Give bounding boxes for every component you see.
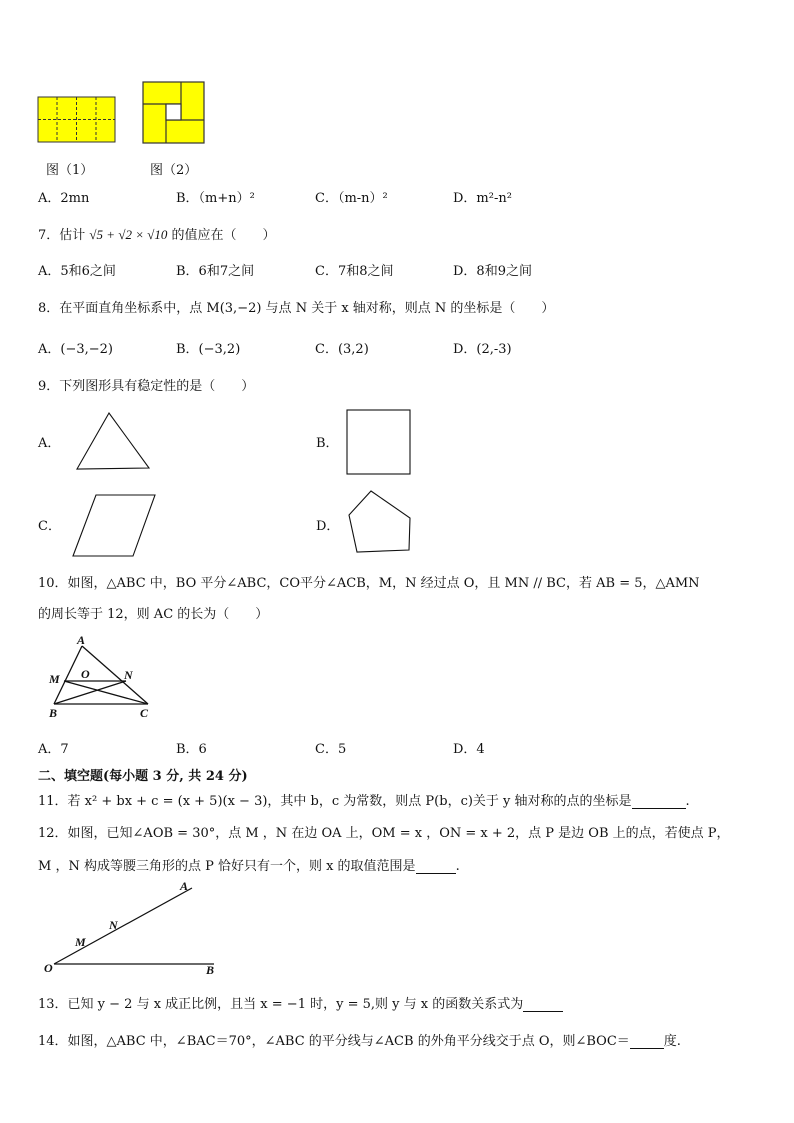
q9-option-a-label: A．: [38, 436, 61, 451]
q9-option-d-label: D．: [316, 519, 340, 534]
q12-line-1: 12．如图，已知∠AOB = 30°，点 M ，N 在边 OA 上，OM = x ，ON = x + 2，点 P 是边 OB 上的点，若使点 P，: [38, 826, 730, 841]
q10-line-2: 的周长等于 12，则 AC 的长为（ ）: [38, 607, 269, 622]
q10-label-o: O: [81, 667, 90, 681]
q7-option-b: B．6和7之间: [176, 264, 255, 279]
q9-square-figure: [344, 407, 414, 477]
figure-2-square: [143, 82, 204, 143]
q7-stem: [38, 224, 276, 243]
q9-stem: 9．下列图形具有稳定性的是（ ）: [38, 379, 255, 394]
q6-option-b: B．（m+n）²: [176, 191, 255, 206]
q7-stem-prefix: 7．估计: [38, 228, 86, 243]
q12-label-b: B: [206, 963, 215, 977]
q10-label-b: B: [49, 706, 58, 720]
q12-line-2: [38, 855, 460, 874]
q8-stem: 8．在平面直角坐标系中，点 M(3,−2) 与点 N 关于 x 轴对称，则点 N 的坐标是（ ）: [38, 301, 555, 316]
q6-option-d: D．m²-n²: [453, 191, 512, 206]
q7-stem-suffix: 的值应在（ ）: [171, 228, 276, 243]
q11-answer-blank[interactable]: [632, 796, 686, 809]
q13-answer-blank[interactable]: [523, 999, 563, 1012]
figures-top: [36, 80, 216, 146]
q10-option-a: A．7: [38, 742, 69, 757]
q9-parallelogram-figure: [70, 492, 160, 560]
q10-label-c: C: [140, 706, 149, 720]
q7-expression: √5 + √2 × √10: [89, 227, 168, 242]
q9-option-b-label: B．: [316, 436, 339, 451]
q9-option-c-label: C．: [38, 519, 61, 534]
q10-label-m: M: [49, 672, 60, 686]
q11-text: 11．若 x² + bx + c = (x + 5)(x − 3)，其中 b，c 为常数，则点 P(b，c)关于 y 轴对称的点的坐标是: [38, 794, 632, 809]
q10-label-a: A: [77, 634, 86, 647]
q7-option-d: D．8和9之间: [453, 264, 532, 279]
q9-triangle-figure: [74, 410, 154, 472]
q8-option-a: A．(−3,−2): [38, 342, 113, 357]
q11-end: .: [685, 794, 690, 809]
q6-option-c: C．（m-n）²: [315, 191, 388, 206]
q10-option-c: C．5: [315, 742, 347, 757]
q8-option-b: B．(−3,2): [176, 342, 241, 357]
q12-text: M ，N 构成等腰三角形的点 P 恰好只有一个，则 x 的取值范围是: [38, 859, 416, 874]
q8-option-d: D．(2,-3): [453, 342, 512, 357]
q10-line-1: 10．如图，△ABC 中，BO 平分∠ABC，CO平分∠ACB，M，N 经过点 O，且 MN // BC，若 AB = 5，△AMN: [38, 576, 700, 591]
q13-stem: [38, 993, 563, 1012]
q6-option-a: A．2mn: [38, 191, 90, 206]
figure-1-label: 图（1）: [46, 163, 94, 178]
q12-answer-blank[interactable]: [416, 861, 456, 874]
q10-option-d: D．4: [453, 742, 485, 757]
q12-label-a: A: [180, 879, 189, 893]
figure-2-label: 图（2）: [150, 163, 198, 178]
q9-pentagon-figure: [344, 488, 418, 556]
section-2-title: 二、填空题(每小题 3 分, 共 24 分): [38, 769, 248, 784]
q10-label-n: N: [124, 668, 133, 682]
figure-1-rectangle: [38, 97, 115, 142]
q10-option-b: B．6: [176, 742, 207, 757]
q7-option-a: A．5和6之间: [38, 264, 116, 279]
q14-answer-blank[interactable]: [630, 1036, 664, 1049]
q12-angle-figure: [40, 878, 230, 978]
q10-triangle-figure: [44, 634, 158, 720]
q12-label-o: O: [44, 961, 53, 975]
q14-stem: [38, 1030, 681, 1049]
q8-option-c: C．(3,2): [315, 342, 369, 357]
q13-text: 13．已知 y − 2 与 x 成正比例，且当 x = −1 时，y = 5,则 y 与 x 的函数关系式为: [38, 997, 524, 1012]
q12-label-n: N: [109, 918, 118, 932]
q12-end: .: [455, 859, 460, 874]
q12-label-m: M: [75, 935, 86, 949]
q11-stem: [38, 790, 690, 809]
q14-end: 度.: [663, 1034, 681, 1049]
q7-option-c: C．7和8之间: [315, 264, 394, 279]
q14-text: 14．如图，△ABC 中，∠BAC＝70°，∠ABC 的平分线与∠ACB 的外角平分线交于点 O，则∠BOC＝: [38, 1034, 630, 1049]
